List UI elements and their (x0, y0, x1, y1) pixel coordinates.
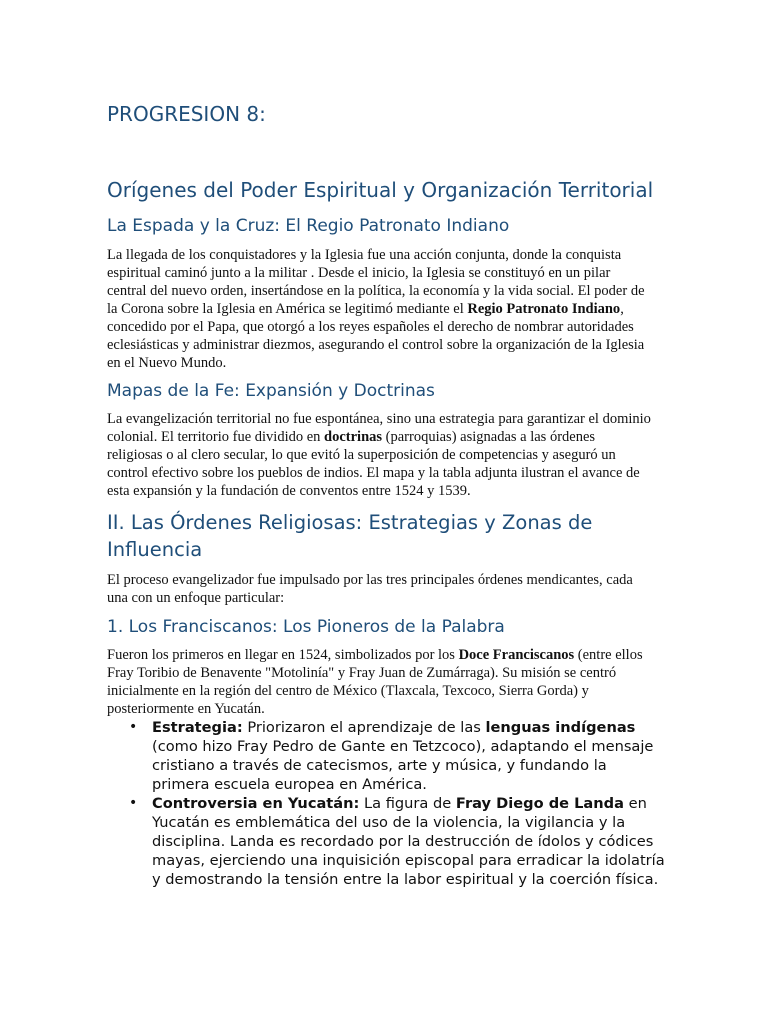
bold-doce-franciscanos: Doce Franciscanos (458, 647, 575, 663)
document-title: PROGRESION 8: (107, 102, 266, 126)
franciscanos-bullet-list (107, 718, 667, 889)
bold-regio-patronato: Regio Patronato Indiano (467, 301, 621, 317)
section-heading-franciscanos: 1. Los Franciscanos: Los Pioneros de la Palabra (107, 617, 505, 637)
paragraph-ordenes-intro: El proceso evangelizador fue impulsado por las tres principales órdenes mendicantes, cada una con un enfoque particular: (107, 572, 633, 606)
section-heading-ordenes: II. Las Órdenes Religiosas: Estrategias y Zonas de Influencia (107, 511, 593, 561)
section-heading-espada-cruz: La Espada y la Cruz: El Regio Patronato Indiano (107, 216, 510, 236)
paragraph-doctrinas: La evangelización territorial no fue espontánea, sino una estrategia para garantizar el dominio colonial. El territorio fue dividido en doctrinas (parroquias) asignadas a las órdenes religiosas o al clero secular, lo que evitó la superposición de competencias y aseguró un control efectivo sobre los pueblos de indios. El mapa y la tabla adjunta ilustran el avance de esta expansión y la fundación de conventos entre 1524 y 1539. (107, 411, 651, 499)
bold-doctrinas: doctrinas (324, 429, 383, 445)
main-heading: Orígenes del Poder Espiritual y Organización Territorial (107, 178, 654, 202)
list-item: • Estrategia: Priorizaron el aprendizaje de las lenguas indígenas (como hizo Fray Pedro de Gante en Tetzcoco), adaptando el mensaje cristiano a través de catecismos, arte y música, y fundando la primera escuela europea en América. (107, 718, 667, 794)
section-heading-mapas-fe: Mapas de la Fe: Expansión y Doctrinas (107, 381, 435, 401)
paragraph-franciscanos: Fueron los primeros en llegar en 1524, simbolizados por los Doce Franciscanos (entre ellos Fray Toribio de Benavente "Motolinía" y Fray Juan de Zumárraga). Su misión se centró inicialmente en la región del centro de México (Tlaxcala, Texcoco, Sierra Gorda) y posteriormente en Yucatán. (107, 647, 643, 717)
paragraph-patronato: La llegada de los conquistadores y la Iglesia fue una acción conjunta, donde la conquista espiritual caminó junto a la militar . Desde el inicio, la Iglesia se constituyó en un pilar central del nuevo orden, insertándose en la política, la economía y la vida social. El poder de la Corona sobre la Iglesia en América se legitimó mediante el Regio Patronato Indiano, concedido por el Papa, que otorgó a los reyes españoles el derecho de nombrar autoridades eclesiásticas y administrar diezmos, asegurando el control sobre la organización de la Iglesia en el Nuevo Mundo. (107, 247, 645, 371)
list-item: • Controversia en Yucatán: La figura de Fray Diego de Landa en Yucatán es emblemática del uso de la violencia, la vigilancia y la disciplina. Landa es recordado por la destrucción de ídolos y códices mayas, ejerciendo una inquisición episcopal para erradicar la idolatría y demostrando la tensión entre la labor espiritual y la coerción física. (107, 794, 667, 889)
